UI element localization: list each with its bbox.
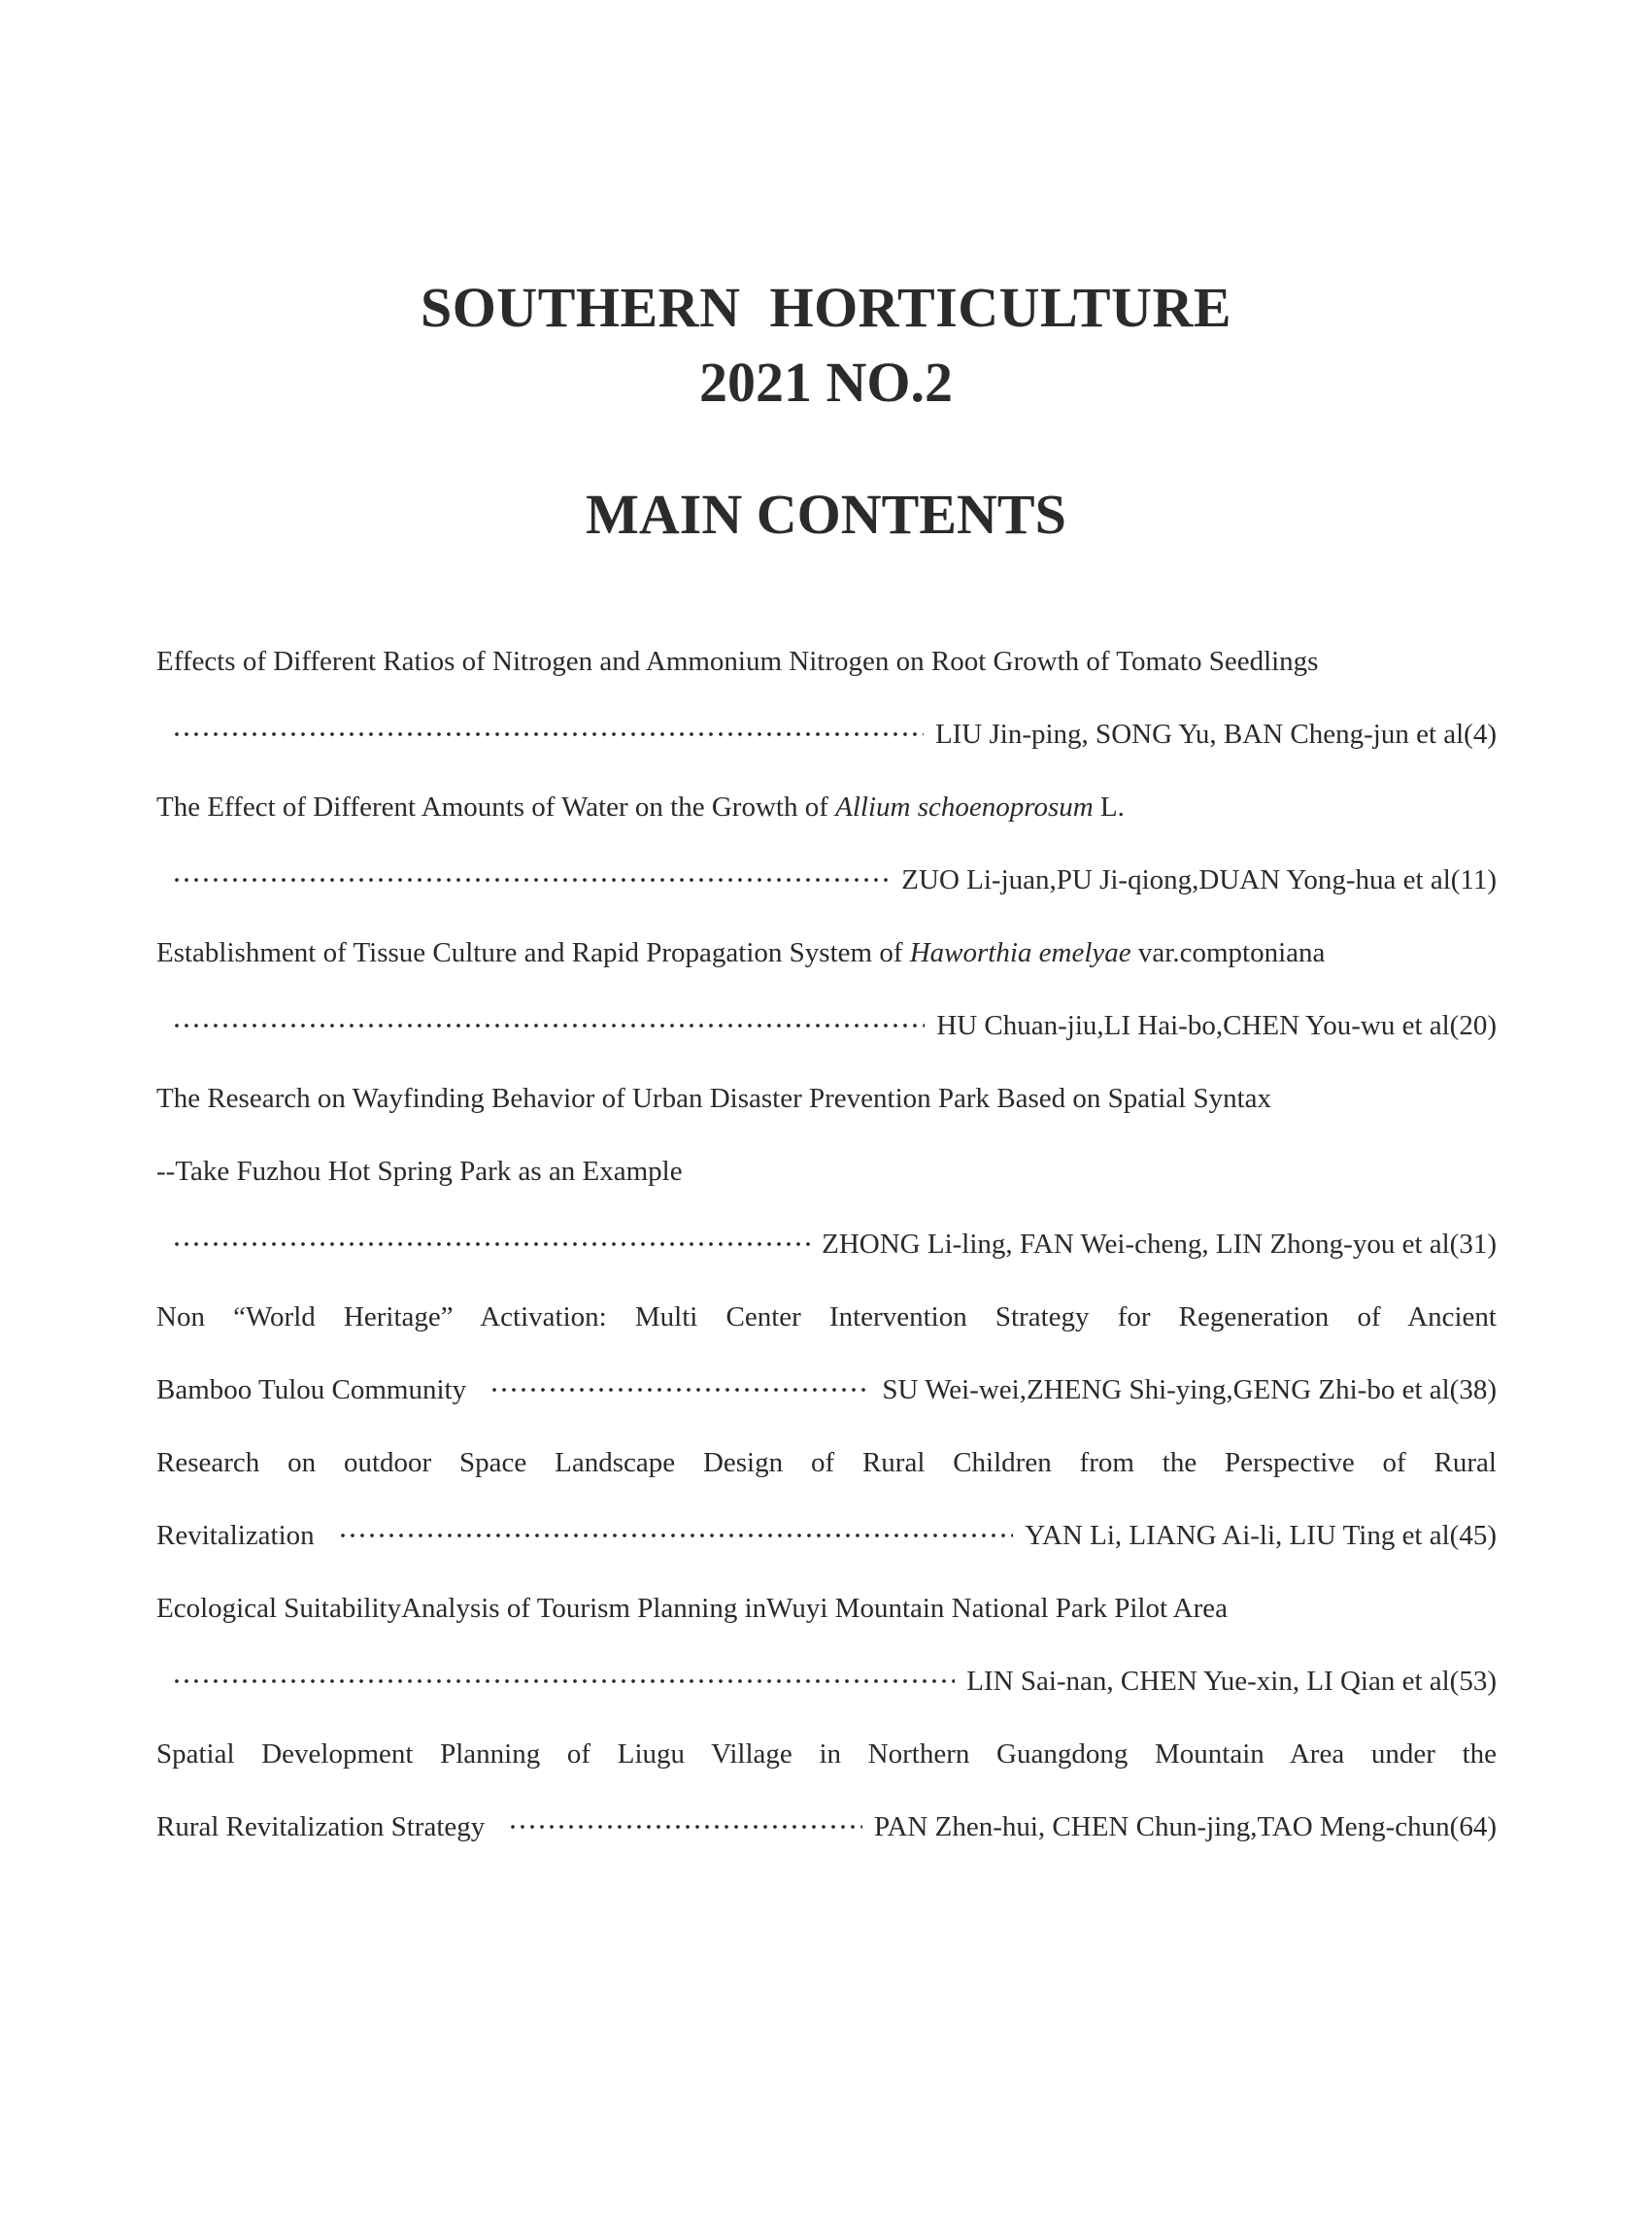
entry-5-authors: SU Wei-wei,ZHENG Shi-ying,GENG Zhi-bo et al(38)	[882, 1374, 1497, 1405]
entry-3-title-suffix: var.comptoniana	[1130, 937, 1326, 968]
entry-2-leader-line	[156, 860, 1497, 899]
entry-2-title-suffix: L.	[1093, 792, 1125, 823]
dot-leader	[172, 860, 890, 899]
dot-leader	[172, 715, 924, 754]
entry-6-leader-line	[156, 1516, 1497, 1555]
entry-1-authors: LIU Jin-ping, SONG Yu, BAN Cheng-jun et al(4)	[934, 719, 1497, 750]
entry-7-title: Ecological SuitabilityAnalysis of Tourism Planning inWuyi Mountain National Park Pilot Area	[156, 1593, 1228, 1624]
entry-6-authors: YAN Li, LIANG Ai-li, LIU Ting et al(45)	[1025, 1520, 1497, 1551]
entry-8-title: Spatial Development Planning of Liugu Village in Northern Guangdong Mountain Area under the	[156, 1738, 1497, 1770]
section-title: MAIN CONTENTS	[586, 483, 1066, 546]
dot-leader	[172, 1006, 925, 1045]
entry-3-authors: HU Chuan-jiu,LI Hai-bo,CHEN You-wu et al(20)	[936, 1010, 1497, 1041]
entry-2-title-text: The Effect of Different Amounts of Water on the Growth of	[156, 792, 836, 823]
entry-6-title: Research on outdoor Space Landscape Design of Rural Children from the Perspective of Rural	[156, 1447, 1497, 1478]
dot-leader	[172, 1662, 955, 1701]
entry-8-title-cont: Rural Revitalization Strategy	[156, 1811, 486, 1842]
dot-leader	[338, 1516, 1014, 1555]
entry-5-title: Non “World Heritage” Activation: Multi Center Intervention Strategy for Regeneration of Ancient	[156, 1301, 1497, 1332]
dot-leader	[508, 1807, 862, 1846]
entry-3-title	[156, 933, 1497, 972]
entry-3-title-text: Establishment of Tissue Culture and Rapid Propagation System of	[156, 937, 910, 968]
entry-2-species: Allium schoenoprosum	[835, 792, 1094, 823]
entry-4-subtitle: --Take Fuzhou Hot Spring Park as an Example	[156, 1156, 683, 1187]
entry-2-title	[156, 788, 1497, 826]
entry-5-leader-line	[156, 1370, 1497, 1409]
entry-1-leader-line	[156, 715, 1497, 754]
entry-7-leader-line	[156, 1662, 1497, 1701]
entry-7-authors: LIN Sai-nan, CHEN Yue-xin, LI Qian et al(53)	[966, 1666, 1497, 1697]
entry-8-leader-line	[156, 1807, 1497, 1846]
journal-title: SOUTHERN HORTICULTURE	[420, 276, 1232, 339]
entry-4-title: The Research on Wayfinding Behavior of Urban Disaster Prevention Park Based on Spatial Syntax	[156, 1083, 1272, 1114]
entry-4-leader-line	[156, 1225, 1497, 1264]
entry-3-leader-line	[156, 1006, 1497, 1045]
issue-number: 2021 NO.2	[699, 351, 953, 414]
entry-1-title: Effects of Different Ratios of Nitrogen and Ammonium Nitrogen on Root Growth of Tomato Seedlings	[156, 646, 1319, 677]
dot-leader	[172, 1225, 810, 1264]
entry-6-title-cont: Revitalization	[156, 1520, 315, 1551]
entry-5-title-cont: Bamboo Tulou Community	[156, 1374, 467, 1405]
dot-leader	[489, 1370, 870, 1409]
entry-2-authors: ZUO Li-juan,PU Ji-qiong,DUAN Yong-hua et al(11)	[901, 864, 1497, 895]
entry-4-authors: ZHONG Li-ling, FAN Wei-cheng, LIN Zhong-you et al(31)	[822, 1229, 1497, 1260]
entry-8-authors: PAN Zhen-hui, CHEN Chun-jing,TAO Meng-chun(64)	[874, 1811, 1497, 1842]
entry-3-species: Haworthia emelyae	[909, 937, 1131, 968]
